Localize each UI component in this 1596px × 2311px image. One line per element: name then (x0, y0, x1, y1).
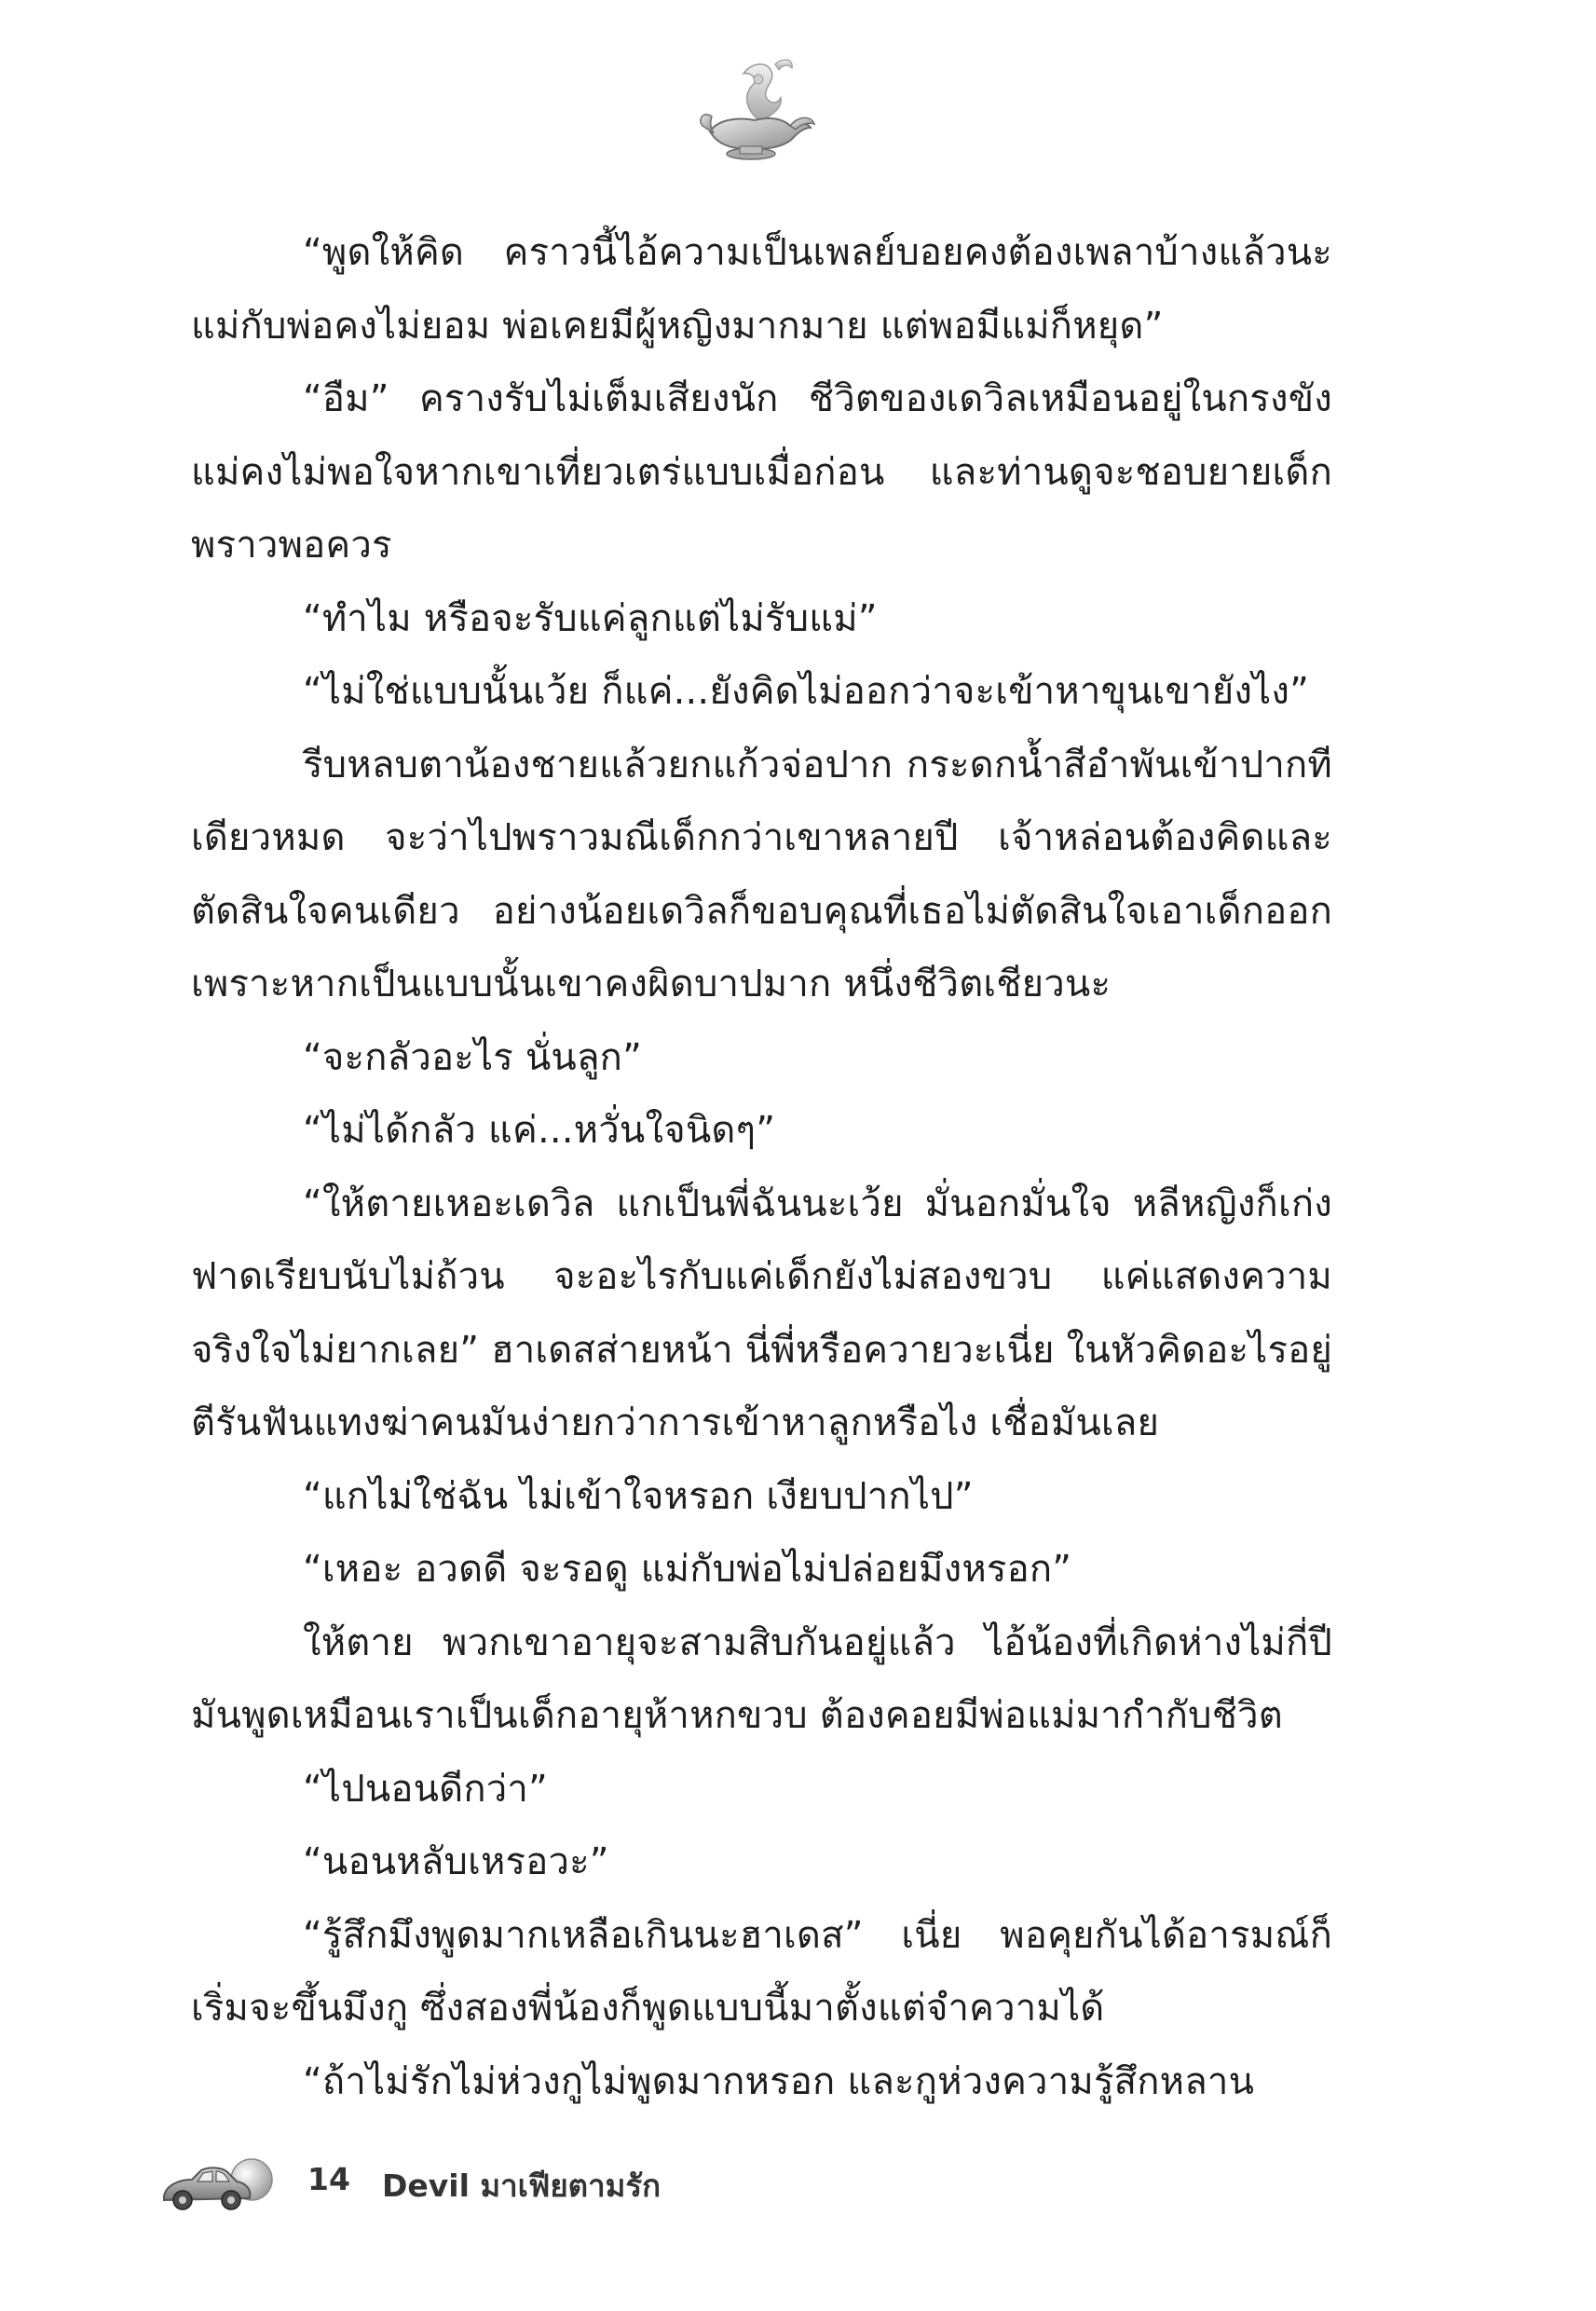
paragraph: “ถ้าไม่รักไม่ห่วงกูไม่พูดมากหรอก และกูห่วงความรู้สึกหลาน (303, 2059, 1255, 2103)
page-footer (158, 2148, 997, 2222)
paragraph: “พูดให้คิด คราวนี้ไอ้ความเป็นเพลย์บอยคงต้องเพลาบ้างแล้วนะ แม่กับพ่อคงไม่ยอม พ่อเคยมีผู้หญิงมากมาย แต่พอมีแม่ก็หยุด” (191, 231, 1332, 348)
paragraph: “ไม่ได้กลัว แค่...หวั่นใจนิดๆ” (303, 1109, 776, 1152)
page-number: 14 (307, 2161, 350, 2197)
paragraph: “อืม” ครางรับไม่เต็มเสียงนัก ชีวิตของเดวิลเหมือนอยู่ในกรงขัง แม่คงไม่พอใจหากเขาเที่ยวเตร่แบบเมื่อก่อน และท่านดูจะชอบยายเด็กพราวพอควร (191, 377, 1332, 567)
paragraph: “ไปนอนดีกว่า” (303, 1767, 548, 1811)
paragraph: “เหอะ อวดดี จะรอดู แม่กับพ่อไม่ปล่อยมึงหรอก” (303, 1548, 1072, 1591)
paragraph: “ทำไม หรือจะรับแค่ลูกแต่ไม่รับแม่” (303, 596, 878, 640)
paragraph: “ไม่ใช่แบบนั้นเว้ย ก็แค่...ยังคิดไม่ออกว่าจะเข้าหาขุนเขายังไง” (303, 670, 1310, 713)
paragraph: “จะกลัวอะไร นั่นลูก” (303, 1035, 643, 1079)
paragraph: “ให้ตายเหอะเดวิล แกเป็นพี่ฉันนะเว้ย มั่นอกมั่นใจ หลีหญิงก็เก่ง ฟาดเรียบนับไม่ถ้วน จะอะไรกับแค่เด็กยังไม่สองขวบ แค่แสดงความจริงใจไม่ยากเลย” ฮาเดสส่ายหน้า นี่พี่หรือควายวะเนี่ย ในหัวคิดอะไรอยู่ ตีรันฟันแทงฆ่าคนมันง่ายกว่าการเข้าหาลูกหรือไง เชื่อมันเลย (191, 1182, 1332, 1444)
paragraph: ให้ตาย พวกเขาอายุจะสามสิบกันอยู่แล้ว ไอ้น้องที่เกิดห่างไม่กี่ปีมันพูดเหมือนเราเป็นเด็กอายุห้าหกขวบ ต้องคอยมีพ่อแม่มากำกับชีวิต (191, 1620, 1332, 1737)
book-title: Devil มาเฟียตามรัก (382, 2167, 662, 2204)
body-text (191, 216, 1332, 2118)
paragraph: “แกไม่ใช่ฉัน ไม่เข้าใจหรอก เงียบปากไป” (303, 1474, 974, 1518)
genie-lamp-icon (689, 51, 820, 163)
cartoon-car-icon (158, 2155, 280, 2213)
paragraph: “นอนหลับเหรอวะ” (303, 1840, 609, 1883)
paragraph: รีบหลบตาน้องชายแล้วยกแก้วจ่อปาก กระดกน้ำสีอำพันเข้าปากทีเดียวหมด จะว่าไปพราวมณีเด็กกว่าเขาหลายปี เจ้าหล่อนต้องคิดและตัดสินใจคนเดียว อย่างน้อยเดวิลก็ขอบคุณที่เธอไม่ตัดสินใจเอาเด็กออก เพราะหากเป็นแบบนั้นเขาคงผิดบาปมาก หนึ่งชีวิตเชียวนะ (191, 743, 1332, 1005)
paragraph: “รู้สึกมึงพูดมากเหลือเกินนะฮาเดส” เนี่ย พอคุยกันได้อารมณ์ก็เริ่มจะขึ้นมึงกู ซึ่งสองพี่น้องก็พูดแบบนี้มาตั้งแต่จำความได้ (191, 1913, 1332, 2030)
